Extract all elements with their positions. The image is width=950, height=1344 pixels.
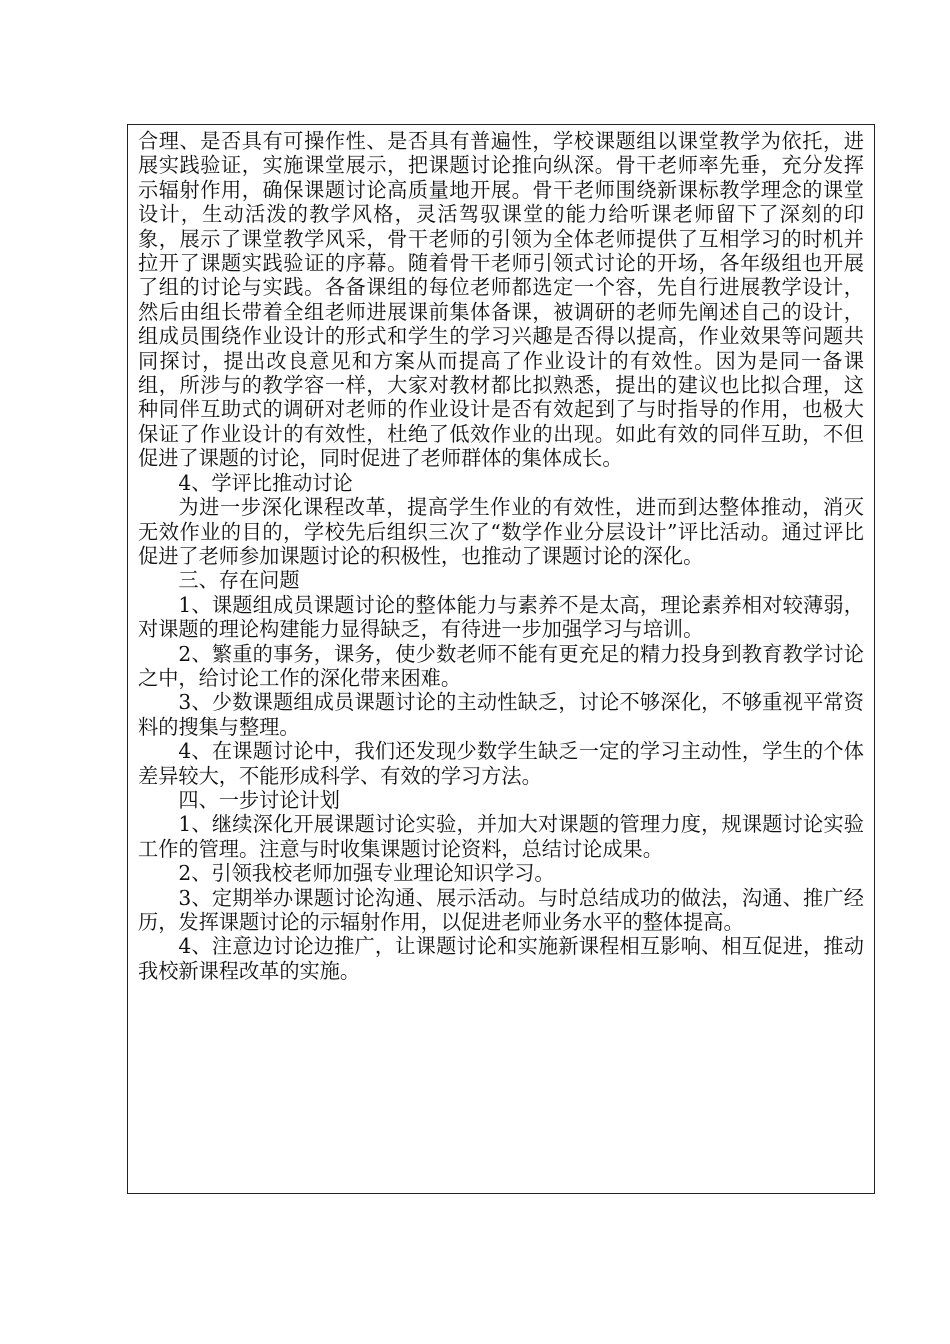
- paragraph-plan-3: 3、定期举办课题讨论沟通、展示活动。与时总结成功的做法，沟通、推广经历，发挥课题讨论的示辐射作用，以促进老师业务水平的整体提高。: [138, 885, 864, 934]
- paragraph-problem-1: 1、课题组成员课题讨论的整体能力与素养不是太高，理论素养相对较薄弱，对课题的理论构建能力显得缺乏，有待进一步加强学习与培训。: [138, 592, 864, 642]
- paragraph-plan-2: 2、引领我校老师加强专业理论知识学习。: [178, 861, 555, 886]
- document-body: [138, 129, 864, 983]
- heading-existing-problems: 三、存在问题: [178, 568, 300, 593]
- document-table-cell: [127, 124, 875, 1194]
- paragraph-problem-4: 4、在课题讨论中，我们还发现少数学生缺乏一定的学习主动性，学生的个体差异较大，不能形成科学、有效的学习方法。: [138, 739, 864, 788]
- heading-evaluation: 4、学评比推动讨论: [178, 470, 353, 495]
- heading-next-plan: 四、一步讨论计划: [178, 787, 340, 812]
- paragraph-problem-3: 3、少数课题组成员课题讨论的主动性缺乏，讨论不够深化，不够重视平常资料的搜集与整理。: [138, 690, 864, 739]
- paragraph-plan-4: 4、注意边讨论边推广，让课题讨论和实施新课程相互影响、相互促进，推动我校新课程改革的实施。: [138, 934, 864, 983]
- paragraph-evaluation: 为进一步深化课程改革，提高学生作业的有效性，进而到达整体推动，消灭无效作业的目的，学校先后组织三次了“数学作业分层设计”评比活动。通过评比促进了老师参加课题讨论的积极性，也推动了课题讨论的深化。: [138, 495, 864, 568]
- paragraph-plan-1: 1、继续深化开展课题讨论实验，并加大对课题的管理力度，规课题讨论实验工作的管理。注意与时收集课题讨论资料，总结讨论成果。: [138, 812, 864, 861]
- paragraph-peer-collaboration: 合理、是否具有可操作性、是否具有普遍性，学校课题组以课堂教学为依托，进展实践验证，实施课堂展示，把课题讨论推向纵深。骨干老师率先垂，充分发挥示辐射作用，确保课题讨论高质量地开展。骨干老师围绕新课标教学理念的课堂设计，生动活泼的教学风格，灵活驾驭课堂的能力给听课老师留下了深刻的印象，展示了课堂教学风采，骨干老师的引领为全体老师提供了互相学习的时机并拉开了课题实践验证的序幕。随着骨干老师引领式讨论的开场，各年级组也开展了组的讨论与实践。各备课组的每位老师都选定一个容，先自行进展教学设计，然后由组长带着全组老师进展课前集体备课，被调研的老师先阐述自己的设计，组成员围绕作业设计的形式和学生的学习兴趣是否得以提高，作业效果等问题共同探讨，提出改良意见和方案从而提高了作业设计的有效性。因为是同一备课组，所涉与的教学容一样，大家对教材都比拟熟悉，提出的建议也比拟合理，这种同伴互助式的调研对老师的作业设计是否有效起到了与时指导的作用，也极大保证了作业设计的有效性，杜绝了低效作业的出现。如此有效的同伴互助，不但促进了课题的讨论，同时促进了老师群体的集体成长。: [138, 129, 864, 471]
- paragraph-problem-2: 2、繁重的事务，课务，使少数老师不能有更充足的精力投身到教育教学讨论之中，给讨论工作的深化带来困难。: [138, 641, 864, 690]
